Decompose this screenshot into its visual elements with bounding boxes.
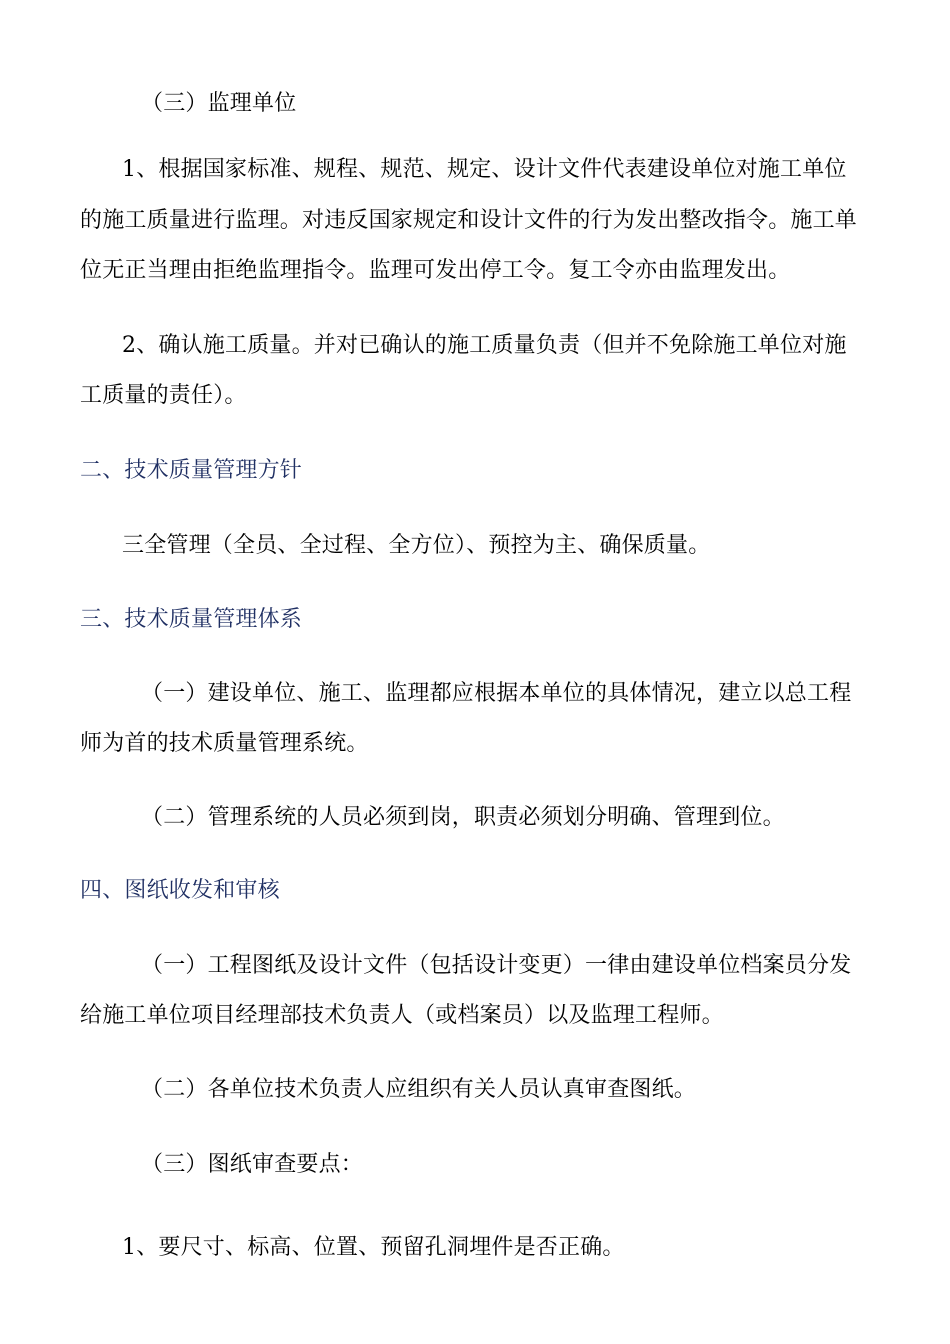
- paragraph-line: 2、确认施工质量。并对已确认的施工质量负责（但并不免除施工单位对施: [122, 333, 847, 358]
- paragraph-line: （一）工程图纸及设计文件（包括设计变更）一律由建设单位档案员分发: [141, 953, 852, 978]
- sub-heading-supervision-unit: （三）监理单位: [141, 91, 297, 116]
- paragraph-line: 的施工质量进行监理。对违反国家规定和设计文件的行为发出整改指令。施工单: [80, 208, 858, 233]
- paragraph-line: 师为首的技术质量管理系统。: [80, 731, 369, 756]
- paragraph-line: 三全管理（全员、全过程、全方位）、预控为主、确保质量。: [122, 533, 711, 558]
- section-heading-drawings: 四、图纸收发和审核: [80, 878, 280, 903]
- paragraph-line: 1、根据国家标准、规程、规范、规定、设计文件代表建设单位对施工单位: [122, 157, 847, 182]
- paragraph-line: 给施工单位项目经理部技术负责人（或档案员）以及监理工程师。: [80, 1003, 724, 1028]
- paragraph-line: 位无正当理由拒绝监理指令。监理可发出停工令。复工令亦由监理发出。: [80, 258, 791, 283]
- sub-heading-review-points: （三）图纸审查要点：: [141, 1152, 364, 1177]
- paragraph-line: 1、要尺寸、标高、位置、预留孔洞埋件是否正确。: [122, 1235, 625, 1260]
- paragraph-line: （二）各单位技术负责人应组织有关人员认真审查图纸。: [141, 1077, 697, 1102]
- paragraph-line: （一）建设单位、施工、监理都应根据本单位的具体情况，建立以总工程: [141, 681, 852, 706]
- section-heading-quality-system: 三、技术质量管理体系: [80, 607, 303, 632]
- paragraph-line: （二）管理系统的人员必须到岗，职责必须划分明确、管理到位。: [141, 805, 785, 830]
- paragraph-line: 工质量的责任）。: [80, 383, 247, 408]
- section-heading-quality-policy: 二、技术质量管理方针: [80, 458, 303, 483]
